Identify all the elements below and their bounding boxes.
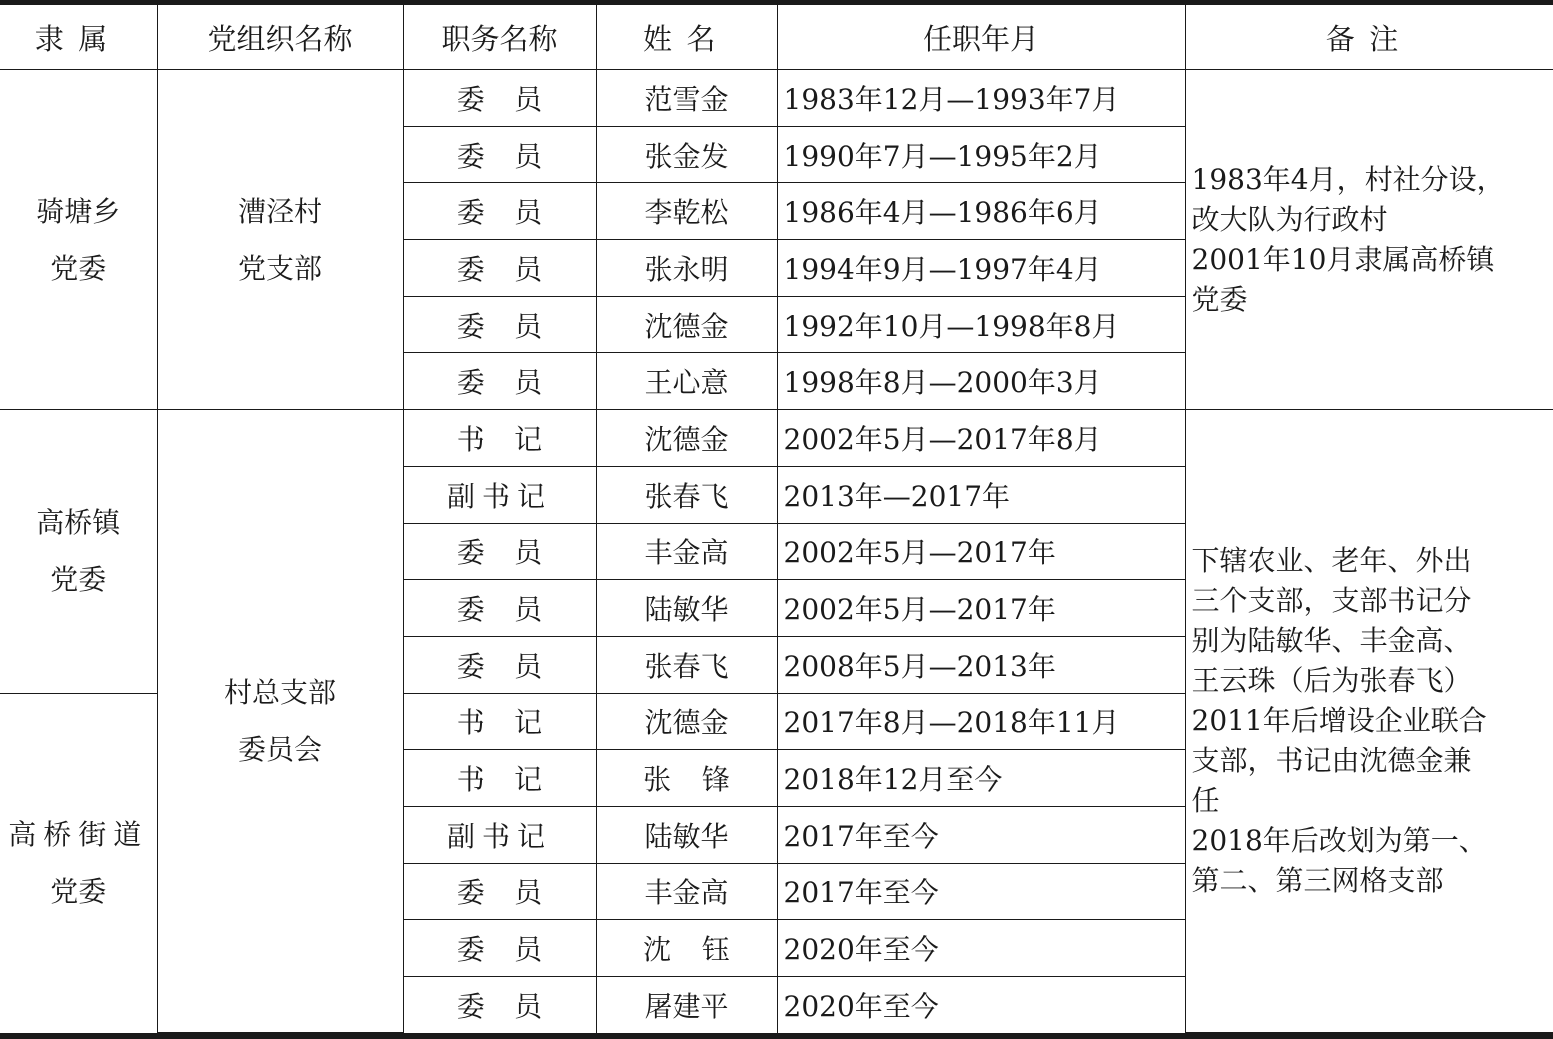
affiliation-line: 党委 bbox=[50, 563, 107, 597]
term-cell: 2017年至今 bbox=[777, 806, 1185, 863]
org-name-cell bbox=[157, 70, 403, 410]
name-cell: 沈德金 bbox=[596, 693, 777, 750]
affiliation-line: 高桥镇 bbox=[36, 506, 121, 540]
affiliation-cell bbox=[0, 410, 157, 693]
note-line: 任 bbox=[1191, 784, 1220, 818]
name-cell: 丰金高 bbox=[596, 523, 777, 580]
term-cell: 2017年8月—2018年11月 bbox=[777, 693, 1185, 750]
name-cell: 沈钰 bbox=[596, 920, 777, 977]
position-cell: 副书记 bbox=[403, 466, 596, 523]
org-name-line: 村总支部 bbox=[223, 676, 336, 710]
affiliation-line: 骑塘乡 bbox=[36, 194, 121, 228]
note-line: 支部，书记由沈德金兼 bbox=[1191, 744, 1472, 778]
position-cell: 委员 bbox=[403, 353, 596, 410]
term-cell: 1983年12月—1993年7月 bbox=[777, 70, 1185, 127]
table-row bbox=[0, 410, 1553, 467]
position-cell: 委员 bbox=[403, 580, 596, 637]
term-cell: 2008年5月—2013年 bbox=[777, 636, 1185, 693]
term-cell: 2002年5月—2017年 bbox=[777, 523, 1185, 580]
term-cell: 2002年5月—2017年8月 bbox=[777, 410, 1185, 467]
party-officials-table bbox=[0, 5, 1553, 1033]
note-line: 第二、第三网格支部 bbox=[1191, 864, 1444, 898]
position-cell: 书记 bbox=[403, 750, 596, 807]
term-cell: 2002年5月—2017年 bbox=[777, 580, 1185, 637]
affiliation-line: 高桥街道 bbox=[8, 818, 149, 852]
term-cell: 1990年7月—1995年2月 bbox=[777, 126, 1185, 183]
name-cell: 张锋 bbox=[596, 750, 777, 807]
term-cell: 1998年8月—2000年3月 bbox=[777, 353, 1185, 410]
term-cell: 2018年12月至今 bbox=[777, 750, 1185, 807]
org-name-line: 党支部 bbox=[237, 251, 322, 285]
position-cell: 委员 bbox=[403, 126, 596, 183]
name-cell: 张春飞 bbox=[596, 466, 777, 523]
note-line: 下辖农业、老年、外出 bbox=[1191, 544, 1472, 578]
note-line: 2011年后增设企业联合 bbox=[1191, 704, 1487, 738]
notes-cell bbox=[1185, 410, 1553, 1033]
org-name-line: 委员会 bbox=[237, 733, 322, 767]
position-cell: 委员 bbox=[403, 70, 596, 127]
name-cell: 陆敏华 bbox=[596, 580, 777, 637]
name-cell: 张金发 bbox=[596, 126, 777, 183]
position-cell: 委员 bbox=[403, 183, 596, 240]
header-name: 姓名 bbox=[596, 5, 777, 70]
note-line: 改大队为行政村 bbox=[1191, 202, 1388, 236]
notes-cell bbox=[1185, 70, 1553, 410]
header-row bbox=[0, 5, 1553, 70]
header-org-name: 党组织名称 bbox=[157, 5, 403, 70]
position-cell: 委员 bbox=[403, 636, 596, 693]
name-cell: 张春飞 bbox=[596, 636, 777, 693]
affiliation-line: 党委 bbox=[50, 251, 107, 285]
position-cell: 委员 bbox=[403, 523, 596, 580]
name-cell: 李乾松 bbox=[596, 183, 777, 240]
position-cell: 委员 bbox=[403, 296, 596, 353]
note-line: 王云珠（后为张春飞） bbox=[1191, 664, 1472, 698]
org-name-line: 漕泾村 bbox=[237, 194, 322, 228]
name-cell: 张永明 bbox=[596, 240, 777, 297]
note-line: 2018年后改划为第一、 bbox=[1191, 824, 1487, 858]
affiliation-cell bbox=[0, 70, 157, 410]
name-cell: 陆敏华 bbox=[596, 806, 777, 863]
name-cell: 屠建平 bbox=[596, 977, 777, 1033]
table-row bbox=[0, 70, 1553, 127]
position-cell: 委员 bbox=[403, 920, 596, 977]
affiliation-line: 党委 bbox=[50, 875, 107, 909]
position-cell: 书记 bbox=[403, 693, 596, 750]
name-cell: 丰金高 bbox=[596, 863, 777, 920]
header-term: 任职年月 bbox=[777, 5, 1185, 70]
term-cell: 1994年9月—1997年4月 bbox=[777, 240, 1185, 297]
term-cell: 2017年至今 bbox=[777, 863, 1185, 920]
position-cell: 委员 bbox=[403, 977, 596, 1033]
note-line: 1983年4月，村社分设， bbox=[1191, 162, 1505, 196]
name-cell: 王心意 bbox=[596, 353, 777, 410]
name-cell: 沈德金 bbox=[596, 410, 777, 467]
org-name-cell bbox=[157, 410, 403, 1033]
position-cell: 副书记 bbox=[403, 806, 596, 863]
affiliation-cell bbox=[0, 693, 157, 1033]
name-cell: 范雪金 bbox=[596, 70, 777, 127]
term-cell: 1986年4月—1986年6月 bbox=[777, 183, 1185, 240]
position-cell: 书记 bbox=[403, 410, 596, 467]
note-line: 党委 bbox=[1191, 282, 1248, 316]
note-line: 2001年10月隶属高桥镇 bbox=[1191, 242, 1495, 276]
note-line: 三个支部，支部书记分 bbox=[1191, 584, 1472, 618]
header-affiliation: 隶属 bbox=[0, 5, 157, 70]
term-cell: 1992年10月—1998年8月 bbox=[777, 296, 1185, 353]
position-cell: 委员 bbox=[403, 863, 596, 920]
term-cell: 2013年—2017年 bbox=[777, 466, 1185, 523]
name-cell: 沈德金 bbox=[596, 296, 777, 353]
term-cell: 2020年至今 bbox=[777, 920, 1185, 977]
header-notes: 备注 bbox=[1185, 5, 1553, 70]
note-line: 别为陆敏华、丰金高、 bbox=[1191, 624, 1472, 658]
term-cell: 2020年至今 bbox=[777, 977, 1185, 1033]
position-cell: 委员 bbox=[403, 240, 596, 297]
header-position: 职务名称 bbox=[403, 5, 596, 70]
